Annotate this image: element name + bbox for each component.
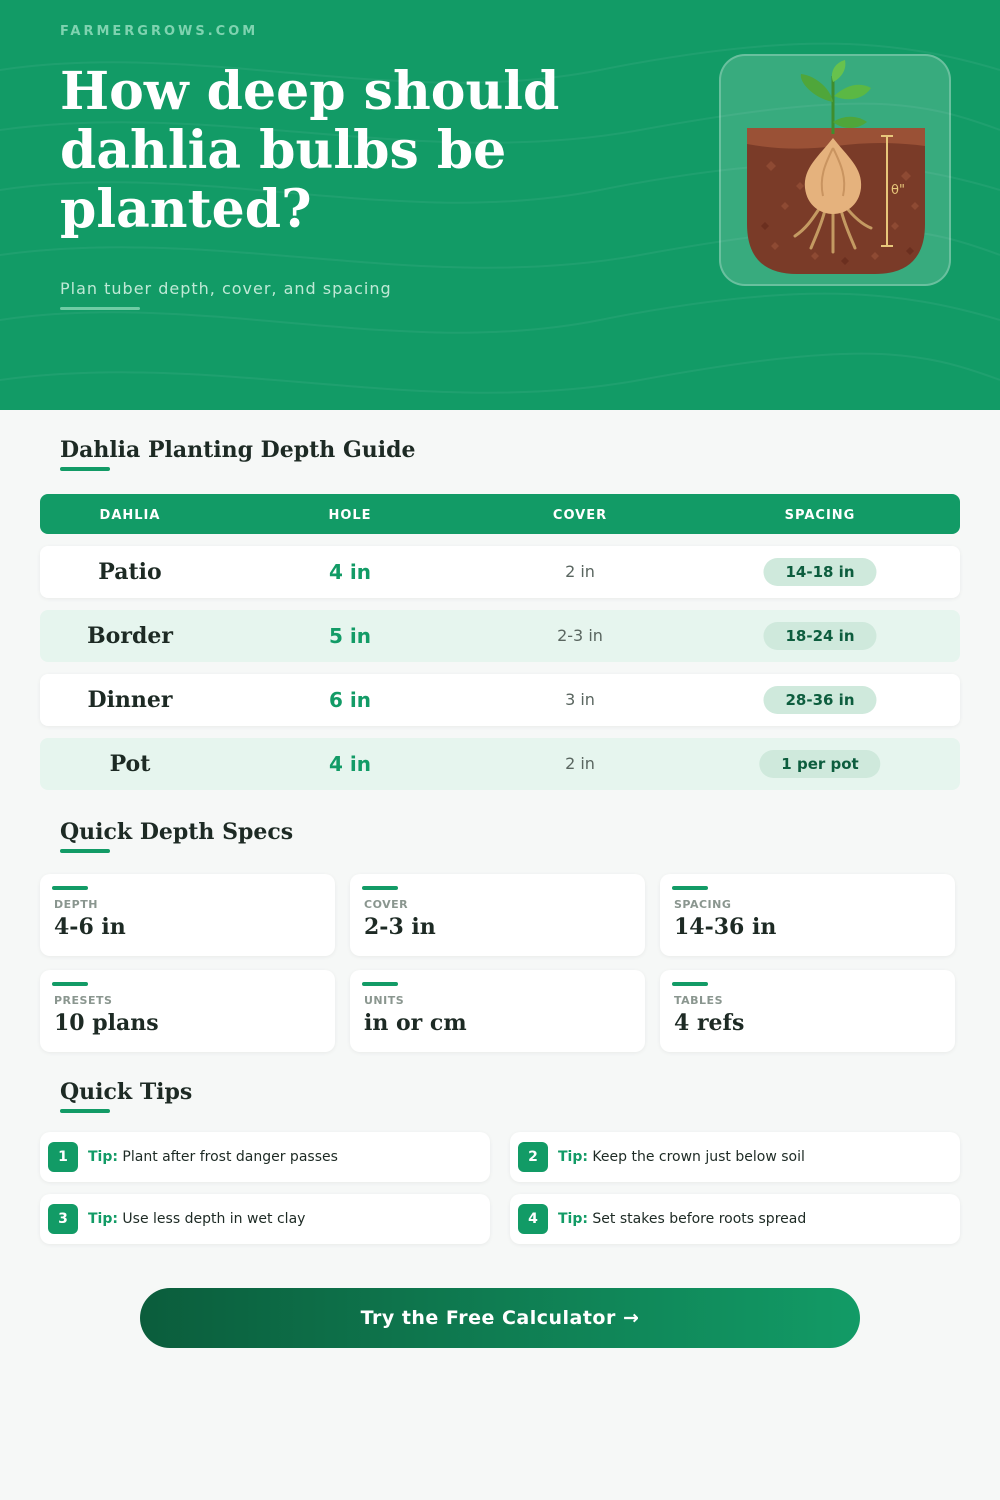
spec-accent-bar (672, 886, 708, 890)
spec-value: 14-36 in (674, 914, 777, 940)
spec-accent-bar (362, 982, 398, 986)
dahlia-name: Patio (98, 559, 162, 585)
cover-depth: 2 in (565, 562, 595, 581)
spec-card (660, 874, 955, 956)
spec-label: PRESETS (54, 994, 113, 1007)
table-row (40, 738, 960, 790)
page-title: How deep should dahlia bulbs be planted? (60, 61, 560, 240)
illustration-card (719, 54, 951, 286)
tip-body: Keep the crown just below soil (592, 1149, 805, 1165)
free-calculator-button[interactable]: Try the Free Calculator → (140, 1288, 860, 1348)
dahlia-tuber-in-soil-icon (721, 56, 953, 288)
table-row (40, 610, 960, 662)
spacing-badge: 14-18 in (763, 558, 876, 586)
spec-accent-bar (362, 886, 398, 890)
tip-prefix: Tip: (88, 1211, 118, 1227)
column-header-cover: COVER (552, 508, 608, 523)
tip-text (558, 1132, 805, 1182)
table-header (40, 494, 960, 534)
spacing-badge: 1 per pot (759, 750, 880, 778)
cover-depth: 3 in (565, 690, 595, 709)
hole-depth: 6 in (329, 688, 371, 712)
dahlia-name: Pot (109, 751, 151, 777)
spec-value: 10 plans (54, 1010, 159, 1036)
tip-number-badge: 2 (518, 1142, 548, 1172)
tips-title: Quick Tips (60, 1079, 193, 1105)
dahlia-name: Border (87, 623, 173, 649)
spec-label: DEPTH (54, 898, 98, 911)
spec-accent-bar (52, 982, 88, 986)
hole-depth: 4 in (329, 560, 371, 584)
hole-depth: 5 in (329, 624, 371, 648)
table-row (40, 546, 960, 598)
specs-title: Quick Depth Specs (60, 819, 294, 845)
spec-accent-bar (52, 886, 88, 890)
column-header-dahlia: DAHLIA (99, 508, 161, 523)
column-header-spacing: SPACING (784, 508, 856, 523)
tip-card (510, 1194, 960, 1244)
hero-banner (0, 0, 1000, 410)
dahlia-name: Dinner (87, 687, 173, 713)
tip-card (510, 1132, 960, 1182)
tip-body: Use less depth in wet clay (122, 1211, 306, 1227)
spec-card (40, 970, 335, 1052)
spacing-badge: 28-36 in (763, 686, 876, 714)
page-subtitle: Plan tuber depth, cover, and spacing (60, 279, 392, 298)
spec-label: COVER (364, 898, 409, 911)
hole-depth: 4 in (329, 752, 371, 776)
depth-guide-title: Dahlia Planting Depth Guide (60, 437, 416, 463)
tip-card (40, 1194, 490, 1244)
spec-accent-bar (672, 982, 708, 986)
column-header-hole: HOLE (328, 508, 372, 523)
spec-card (350, 970, 645, 1052)
spec-value: in or cm (364, 1010, 467, 1036)
tip-number-badge: 3 (48, 1204, 78, 1234)
spacing-badge: 18-24 in (763, 622, 876, 650)
section-underline (60, 1109, 110, 1113)
tip-text (88, 1194, 305, 1244)
cover-depth: 2 in (565, 754, 595, 773)
spec-card (660, 970, 955, 1052)
spec-card (350, 874, 645, 956)
spec-value: 2-3 in (364, 914, 436, 940)
table-row (40, 674, 960, 726)
tip-body: Set stakes before roots spread (592, 1211, 807, 1227)
tip-number-badge: 1 (48, 1142, 78, 1172)
site-name: FARMERGROWS.COM (60, 24, 259, 39)
spec-label: SPACING (674, 898, 732, 911)
tip-prefix: Tip: (558, 1211, 588, 1227)
spec-card (40, 874, 335, 956)
subtitle-divider (60, 307, 140, 310)
spec-value: 4-6 in (54, 914, 126, 940)
spec-label: UNITS (364, 994, 405, 1007)
tip-prefix: Tip: (558, 1149, 588, 1165)
depth-marker-label: θ" (891, 183, 905, 198)
spec-value: 4 refs (674, 1010, 745, 1036)
tip-card (40, 1132, 490, 1182)
section-underline (60, 849, 110, 853)
tip-text (558, 1194, 806, 1244)
tip-number-badge: 4 (518, 1204, 548, 1234)
spec-label: TABLES (674, 994, 723, 1007)
tip-text (88, 1132, 338, 1182)
cover-depth: 2-3 in (557, 626, 603, 645)
tip-body: Plant after frost danger passes (122, 1149, 338, 1165)
section-underline (60, 467, 110, 471)
tip-prefix: Tip: (88, 1149, 118, 1165)
